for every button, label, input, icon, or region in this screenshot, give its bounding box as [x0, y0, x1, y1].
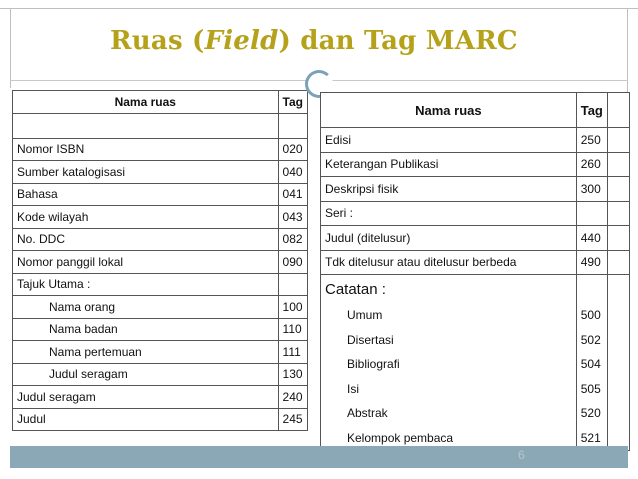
table-row [13, 273, 308, 296]
row-tag: 250 [576, 128, 607, 153]
row-tag: 240 [278, 386, 307, 409]
table-row-blank [13, 113, 308, 138]
row-tag: 040 [278, 161, 307, 184]
row-label: Disertasi [321, 328, 577, 353]
table-row [321, 250, 630, 275]
table-row [13, 408, 308, 431]
row-label: Kelompok pembaca [321, 426, 577, 451]
row-tag: 110 [278, 318, 307, 341]
table-row [321, 201, 630, 226]
row-label: Nama badan [13, 318, 279, 341]
column-header-name: Nama ruas [321, 93, 577, 128]
row-label: Judul seragam [13, 363, 279, 386]
row-label: Umum [321, 303, 577, 328]
row-label: Keterangan Publikasi [321, 152, 577, 177]
row-tag: 300 [576, 177, 607, 202]
column-header-tag: Tag [576, 93, 607, 128]
table-header-row [13, 91, 308, 114]
frame-top-line [0, 8, 638, 9]
table-row [321, 303, 630, 328]
row-label: Tdk ditelusur atau ditelusur berbeda [321, 250, 577, 275]
row-label: Bibliografi [321, 352, 577, 377]
row-label: No. DDC [13, 228, 279, 251]
clipped-column [607, 93, 629, 128]
table-row [13, 296, 308, 319]
row-tag: 520 [576, 401, 607, 426]
row-tag: 090 [278, 251, 307, 274]
table-row [13, 318, 308, 341]
page-number: 6 [518, 448, 525, 462]
table-row [13, 161, 308, 184]
slide-title [110, 26, 518, 56]
row-label: Judul seragam [13, 386, 279, 409]
column-header-tag: Tag [278, 91, 307, 114]
row-label: Judul (ditelusur) [321, 226, 577, 251]
column-header-name: Nama ruas [13, 91, 279, 114]
row-tag: 490 [576, 250, 607, 275]
table-row [13, 138, 308, 161]
table-row [13, 386, 308, 409]
table-row [321, 128, 630, 153]
table-row [321, 152, 630, 177]
title-text-end: ) dan Tag MARC [278, 26, 518, 56]
table-row [321, 377, 630, 402]
row-tag [576, 201, 607, 226]
row-tag: 111 [278, 341, 307, 364]
table-row [13, 363, 308, 386]
row-tag: 502 [576, 328, 607, 353]
table-row [321, 177, 630, 202]
row-label: Kode wilayah [13, 206, 279, 229]
footer-bar [10, 446, 628, 468]
row-tag: 504 [576, 352, 607, 377]
row-tag [278, 273, 307, 296]
table-row [13, 251, 308, 274]
row-label: Abstrak [321, 401, 577, 426]
row-tag: 500 [576, 303, 607, 328]
row-label: Deskripsi fisik [321, 177, 577, 202]
row-label: Isi [321, 377, 577, 402]
row-tag: 130 [278, 363, 307, 386]
row-tag: 260 [576, 152, 607, 177]
title-text-start: Ruas ( [110, 26, 205, 56]
row-label: Seri : [321, 201, 577, 226]
row-label: Bahasa [13, 183, 279, 206]
table-row [321, 275, 630, 304]
table-row [13, 341, 308, 364]
row-tag: 440 [576, 226, 607, 251]
row-label: Edisi [321, 128, 577, 153]
table-row [321, 352, 630, 377]
table-header-row [321, 93, 630, 128]
marc-table-left [12, 90, 308, 431]
table-row [13, 206, 308, 229]
row-tag: 043 [278, 206, 307, 229]
row-tag: 041 [278, 183, 307, 206]
row-tag: 082 [278, 228, 307, 251]
row-label: Catatan : [321, 275, 577, 304]
row-tag: 100 [278, 296, 307, 319]
row-tag: 245 [278, 408, 307, 431]
marc-table-right [320, 92, 630, 451]
row-tag: 505 [576, 377, 607, 402]
table-row [13, 183, 308, 206]
row-label: Nama orang [13, 296, 279, 319]
row-tag [576, 275, 607, 304]
row-label: Tajuk Utama : [13, 273, 279, 296]
row-label: Nama pertemuan [13, 341, 279, 364]
row-tag: 020 [278, 138, 307, 161]
table-row [321, 328, 630, 353]
row-label: Nomor ISBN [13, 138, 279, 161]
frame-left-line [10, 8, 11, 88]
row-label: Sumber katalogisasi [13, 161, 279, 184]
row-label: Nomor panggil lokal [13, 251, 279, 274]
table-row [321, 401, 630, 426]
table-row [321, 226, 630, 251]
table-row [13, 228, 308, 251]
row-label: Judul [13, 408, 279, 431]
title-text-italic: Field [204, 26, 279, 56]
row-tag: 521 [576, 426, 607, 451]
